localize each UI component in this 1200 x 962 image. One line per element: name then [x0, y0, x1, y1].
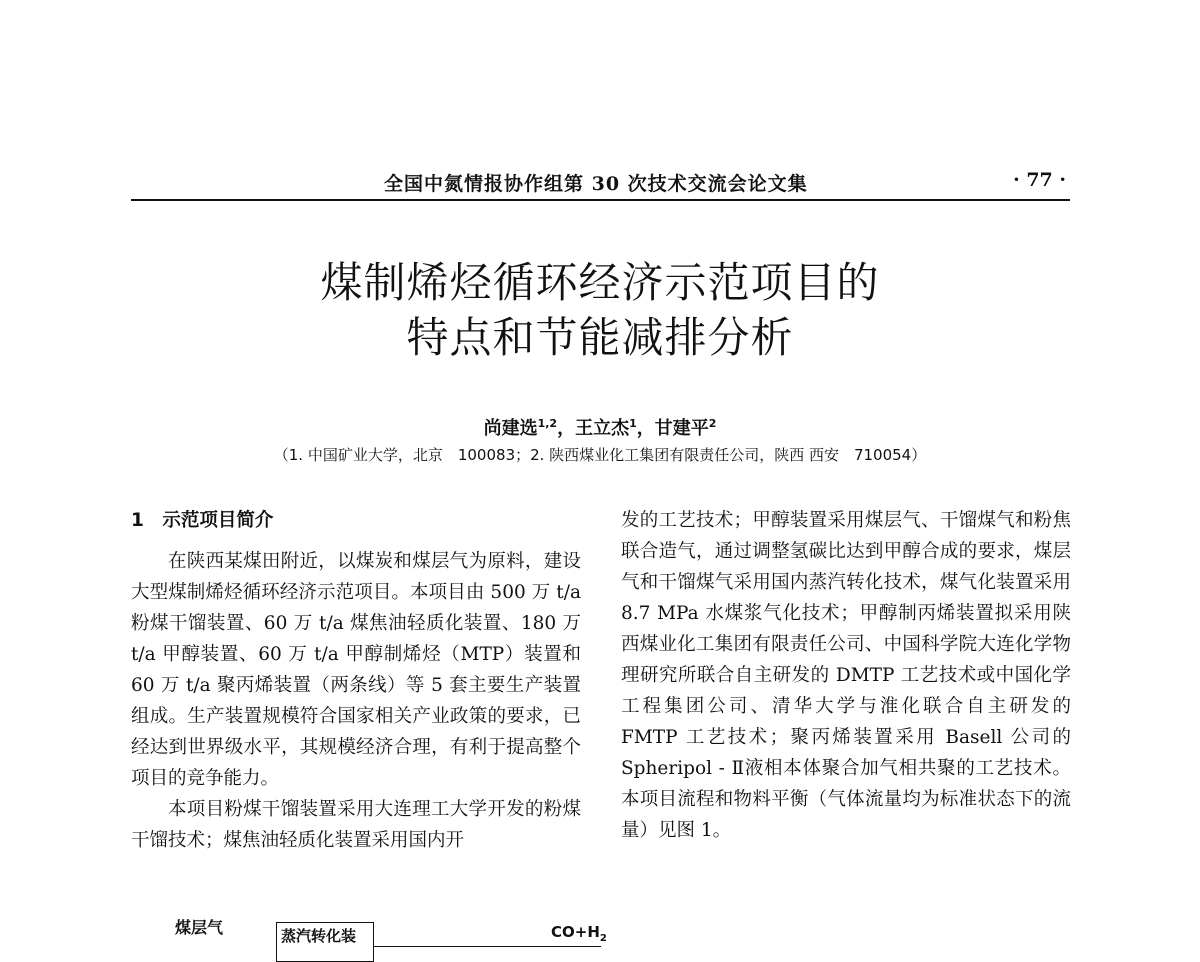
author-affil-mark: 1: [629, 417, 637, 430]
figure-output-main: CO+H: [551, 923, 600, 941]
right-column: [621, 505, 1071, 846]
figure-output-sub: 2: [599, 933, 607, 944]
body-paragraph-continued: 发的工艺技术；甲醇装置采用煤层气、干馏煤气和粉焦联合造气，通过调整氢碳比达到甲醇合成的要求，煤层气和干馏煤气采用国内蒸汽转化技术，煤气化装置采用 8.7 MPa 水煤浆气化技术；甲醇制丙烯装置拟采用陕西煤业化工集团有限责任公司、中国科学院大连化学物理研究所联合自主研发的 DMTP 工艺技术或中国化学工程集团公司、清华大学与淮化联合自主研发的 FMTP 工艺技术；聚丙烯装置采用 Basell 公司的 Spheripol - Ⅱ液相本体聚合加气相共聚的工艺技术。本项目流程和物料平衡（气体流量均为标准状态下的流量）见图 1。: [621, 510, 1071, 841]
figure-unit-box: [276, 922, 374, 962]
body-paragraph: 在陕西某煤田附近，以煤炭和煤层气为原料，建设大型煤制烯烃循环经济示范项目。本项目由 500 万 t/a 粉煤干馏装置、60 万 t/a 煤焦油轻质化装置、180 万 t/a 甲醇装置、60 万 t/a 甲醇制烯烃（MTP）装置和 60 万 t/a 聚丙烯装置（两条线）等 5 套主要生产装置组成。生产装置规模符合国家相关产业政策的要求，已经达到世界级水平，其规模经济合理，有利于提高整个项目的竞争能力。: [131, 551, 581, 789]
figure-unit-label: 蒸汽转化装: [281, 927, 357, 945]
author-separator: ，: [636, 418, 655, 439]
section-heading: 1 示范项目简介: [131, 510, 274, 531]
body-paragraph: 本项目粉煤干馏装置采用大连理工大学开发的粉煤干馏技术；煤焦油轻质化装置采用国内开: [131, 799, 581, 851]
page-number: · 77 ·: [1013, 169, 1066, 191]
figure-input-label: 煤层气: [175, 918, 224, 937]
author-affil-mark: 2: [708, 417, 717, 430]
affiliations: （1. 中国矿业大学，北京 100083；2. 陕西煤业化工集团有限责任公司，陕西 西安 710054）: [273, 446, 927, 464]
author-list: [0, 414, 1200, 440]
title-line-2: 特点和节能减排分析: [406, 313, 794, 362]
author-name: 尚建选: [483, 418, 538, 439]
figure-output-label: [551, 923, 607, 944]
author-affil-mark: 1,2: [537, 417, 558, 430]
process-flow-figure: [131, 914, 607, 952]
figure-flow-line: [374, 946, 601, 947]
author-separator: ，: [557, 418, 576, 439]
left-column: [131, 505, 581, 856]
title-line-1: 煤制烯烃循环经济示范项目的: [320, 258, 880, 307]
running-header: [131, 163, 1070, 201]
author-name: 王立杰: [575, 418, 630, 439]
paper-title: [0, 255, 1200, 365]
author-name: 甘建平: [654, 418, 709, 439]
journal-title: 全国中氮情报协作组第 30 次技术交流会论文集: [384, 173, 808, 195]
